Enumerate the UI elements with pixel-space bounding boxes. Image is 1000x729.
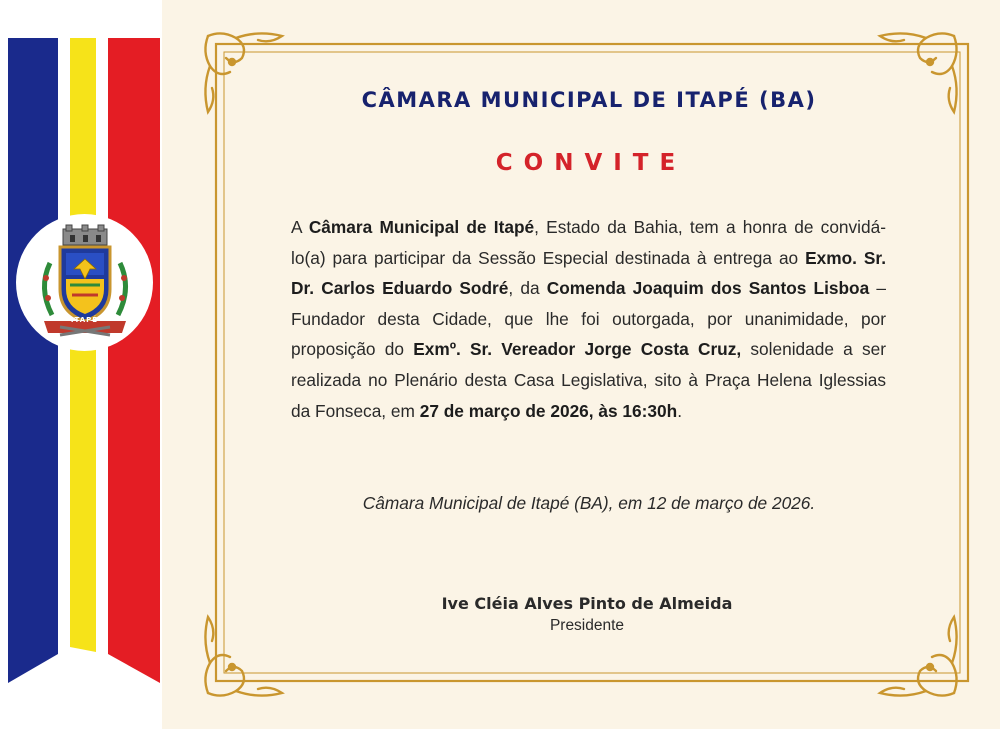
signer-role: Presidente [549,617,625,634]
body-text-run: , da [508,278,547,299]
invitation-title: CÂMARA MUNICIPAL DE ITAPÉ (BA) [361,88,817,112]
invitation-body [291,212,886,426]
seal-caption: ITAPÉ [70,316,99,324]
flag-stripe-red [108,38,160,683]
signer-name: Ive Cléia Alves Pinto de Almeida [441,594,733,613]
place-date: Câmara Municipal de Itapé (BA), em 12 de março de 2026. [362,493,816,513]
invitation-subtitle: CONVITE [495,150,687,176]
municipal-seal [16,214,153,351]
body-bold-run: Exmº. Sr. Vereador Jorge Costa Cruz, [413,339,742,360]
body-text-run: – Fundador desta Cidade, que lhe foi outorgada, por unanimidade, por proposição do [291,278,886,360]
coat-of-arms-icon [30,223,140,343]
flag-banner [8,38,160,683]
body-text-run: A [291,217,309,237]
body-text-run: , Estado da Bahia, tem a honra de convidá-lo(a) para participar da Sessão Especial destinada à entrega ao [291,217,886,268]
body-text-run: . [677,400,682,421]
body-text-run: solenidade a ser realizada no Plenário desta Casa Legislativa, sito à Praça Helena Iglessias da Fonseca, em [291,339,886,421]
invitation-card [162,0,1000,729]
body-bold-run: Câmara Municipal de Itapé [308,217,535,237]
flag-stripe-blue [8,38,58,683]
body-bold-run: 27 de março de 2026, às 16:30h [419,400,678,421]
body-bold-run: Comenda Joaquim dos Santos Lisboa [546,278,870,299]
body-bold-run: Exmo. Sr. Dr. Carlos Eduardo Sodré [291,247,886,299]
